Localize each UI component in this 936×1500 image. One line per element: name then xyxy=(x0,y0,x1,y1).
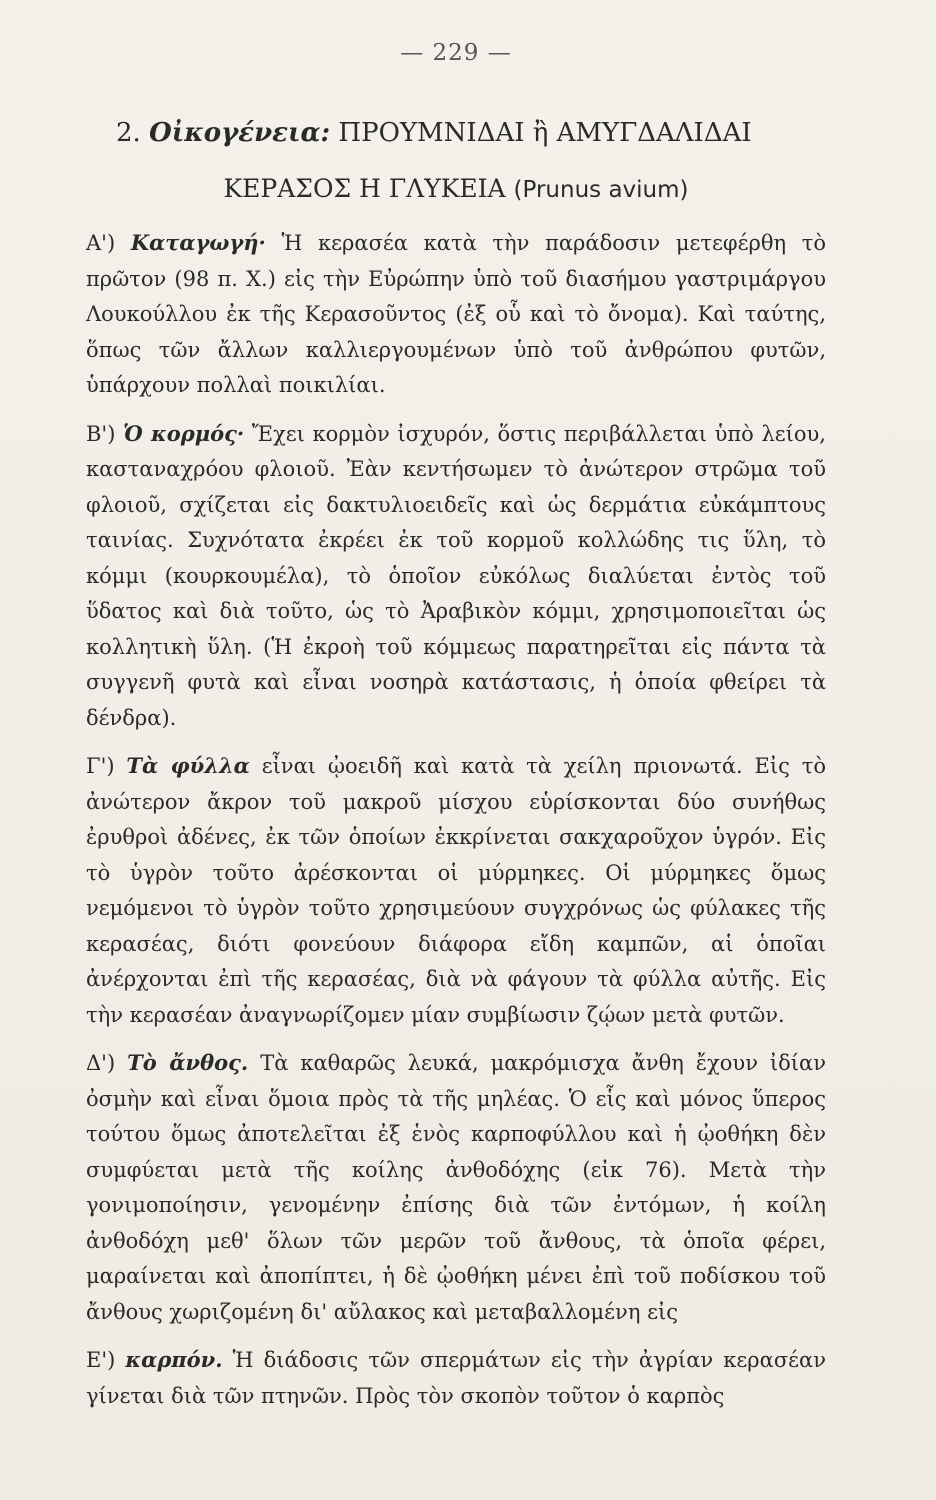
section-text: Ἡ κερασέα κατὰ τὴν παράδοσιν μετεφέρθη τὸ πρῶτον (98 π. Χ.) εἰς τὴν Εὐρώπην ὑπὸ τοῦ διασήμου γαστριμάργου Λουκούλλου ἐκ τῆς Κερασοῦντος (ἐξ οὗ καὶ τὸ ὄνομα). Καὶ ταύτης, ὅπως τῶν ἄλλων καλλιεργουμένων ὑπὸ τοῦ ἀνθρώπου φυτῶν, ὑπάρχουν πολλαὶ ποικιλίαι. xyxy=(86,231,826,397)
section-fruit xyxy=(86,1342,826,1414)
section-heading: Τὸ ἄνθος. xyxy=(127,1050,249,1075)
section-heading: Ὁ κορμός· xyxy=(123,420,245,446)
section-heading: Καταγωγή· xyxy=(130,230,266,255)
section-text: Τὰ καθαρῶς λευκά, μακρόμισχα ἄνθη ἔχουν ἰδίαν ὀσμὴν καὶ εἶναι ὅμοια πρὸς τὰ τῆς μηλέας. Ὁ εἷς καὶ μόνος ὕπερος τούτου ὅμως ἀποτελεῖται ἐξ ἑνὸς καρποφύλλου καὶ ἡ ᾠοθήκη δὲν συμφύεται μετὰ τῆς κοίλης ἀνθοδόχης (εἰκ 76). Μετὰ τὴν γονιμοποίησιν, γενομένην ἐπίσης διὰ τῶν ἐντόμων, ἡ κοίλη ἀνθοδόχη μεθ' ὅλων τῶν μερῶν τοῦ ἄνθους, τὰ ὁποῖα φέρει, μαραίνεται καὶ ἀποπίπτει, ἡ δὲ ᾠοθήκη μένει ἐπὶ τοῦ ποδίσκου τοῦ ἄνθους χωριζομένη δι' αὔλακος καὶ μεταβαλλομένη εἰς xyxy=(86,1051,826,1324)
section-marker: Δ') xyxy=(86,1051,116,1075)
species-latin-name: (Prunus avium) xyxy=(513,177,689,203)
paragraph xyxy=(86,1342,826,1414)
section-heading: Τὰ φύλλα xyxy=(126,753,250,778)
section-heading: καρπόν. xyxy=(125,1347,223,1372)
paragraph xyxy=(86,225,826,404)
section-text: Ἡ διάδοσις τῶν σπερμάτων εἰς τὴν ἀγρίαν κερασέαν γίνεται διὰ τῶν πτηνῶν. Πρὸς τὸν σκοπὸν τοῦτον ὁ καρπὸς xyxy=(86,1348,826,1408)
section-leaves xyxy=(86,748,826,1033)
section-marker: Ε') xyxy=(86,1348,116,1372)
section-flower xyxy=(86,1045,826,1330)
section-trunk xyxy=(86,416,826,737)
species-heading xyxy=(86,174,826,203)
section-origin xyxy=(86,225,826,404)
paragraph xyxy=(86,748,826,1033)
section-text: εἶναι ᾠοειδῆ καὶ κατὰ τὰ χείλη πριονωτά. Εἰς τὸ ἀνώτερον ἄκρον τοῦ μακροῦ μίσχου εὑρίσκονται δύο συνήθως ἐρυθροὶ ἀδένες, ἐκ τῶν ὁποίων ἐκκρίνεται σακχαροῦχον ὑγρόν. Εἰς τὸ ὑγρὸν τοῦτο ἀρέσκονται οἱ μύρμηκες. Οἱ μύρμηκες ὅμως νεμόμενοι τὸ ὑγρὸν τοῦτο χρησιμεύουν συγχρόνως ὡς φύλακες τῆς κερασέας, διότι φονεύουν διάφορα εἴδη καμπῶν, αἱ ὁποῖαι ἀνέρχονται ἐπὶ τῆς κερασέας, διὰ νὰ φάγουν τὰ φύλλα αὐτῆς. Εἰς τὴν κερασέαν ἀναγνωρίζομεν μίαν συμβίωσιν ζῴων μετὰ φυτῶν. xyxy=(86,754,826,1027)
family-label: Οἰκογένεια: xyxy=(149,118,331,148)
paragraph xyxy=(86,1045,826,1330)
family-heading xyxy=(116,118,826,148)
section-marker: Γ') xyxy=(86,754,115,778)
family-number: 2. xyxy=(116,118,141,148)
paragraph xyxy=(86,416,826,737)
section-marker: Β') xyxy=(86,421,116,446)
section-text: Ἔχει κορμὸν ἰσχυρόν, ὅστις περιβάλλεται ὑπὸ λείου, κασταναχρόου φλοιοῦ. Ἐὰν κεντήσωμεν τὸ ἀνώτερον στρῶμα τοῦ φλοιοῦ, σχίζεται εἰς δακτυλιοειδεῖς καὶ ὡς δερμάτια εὐκάμπτους ταινίας. Συχνότατα ἐκρέει ἐκ τοῦ κορμοῦ κολλώδης τις ὕλη, τὸ κόμμι (κουρκουμέλα), τὸ ὁποῖον εὐκόλως διαλύεται ἐντὸς τοῦ ὕδατος καὶ διὰ τοῦτο, ὡς τὸ Ἀραβικὸν κόμμι, χρησιμοποιεῖται ὡς κολλητικὴ ὕλη. (Ἡ ἐκροὴ τοῦ κόμμεως παρατηρεῖται εἰς πάντα τὰ συγγενῆ φυτὰ καὶ εἶναι νοσηρὰ κατάστασις, ἡ ὁποία φθείρει τὰ δένδρα). xyxy=(86,421,826,730)
page-number: — 229 — xyxy=(400,40,512,66)
family-name: ΠΡΟΥΜΝΙΔΑΙ ἢ ΑΜΥΓΔΑΛΙΔΑΙ xyxy=(338,118,752,148)
species-name: ΚΕΡΑΣΟΣ Η ΓΛΥΚΕΙΑ xyxy=(223,174,506,203)
section-marker: Α') xyxy=(86,231,116,255)
